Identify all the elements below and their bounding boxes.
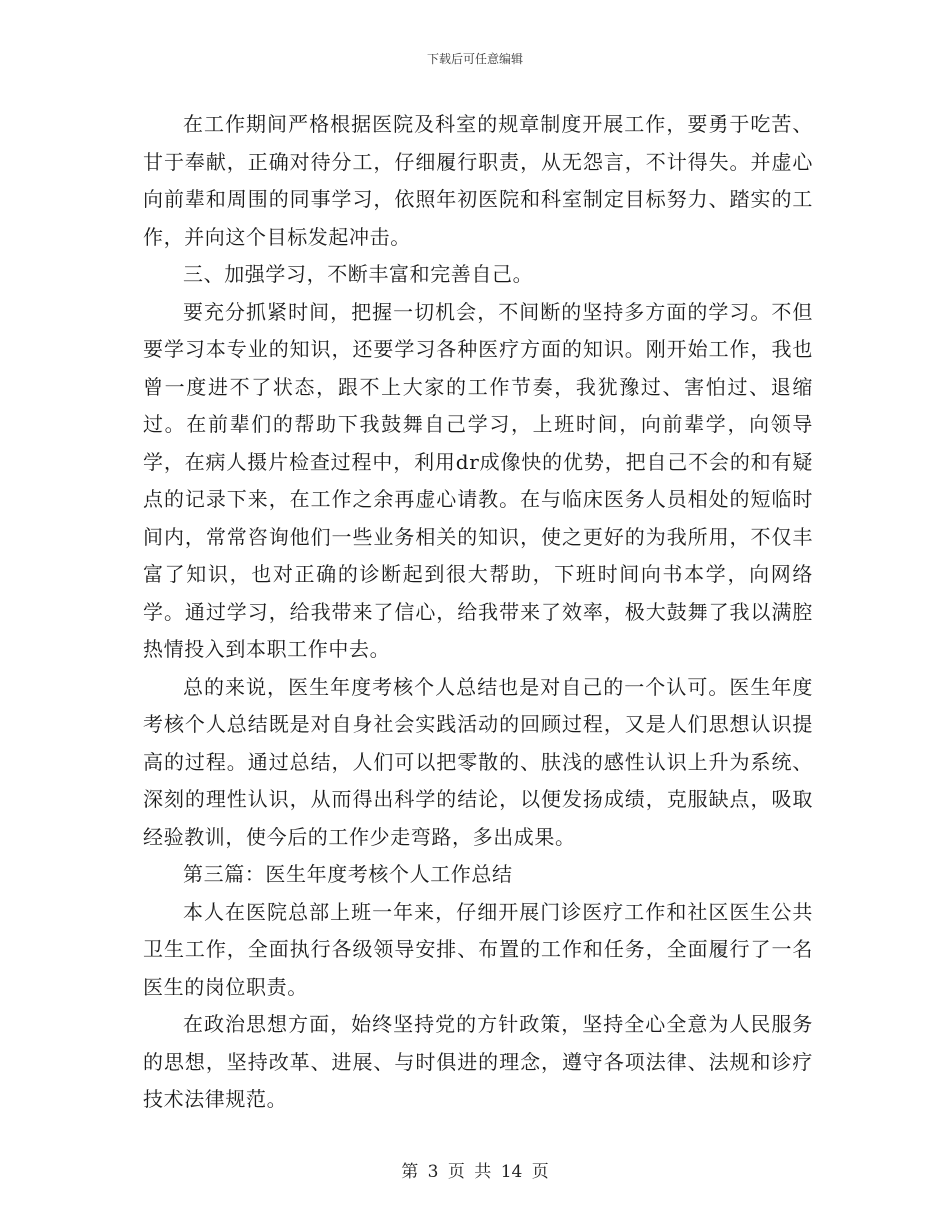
section-heading: 三、加强学习，不断丰富和完善自己。	[183, 262, 534, 286]
paragraph: 在政治思想方面，始终坚持党的方针政策，坚持全心全意为人民服务的思想，坚持改革、进展、与时俱进的理念，遵守各项法律、法规和诊疗技术法律规范。	[143, 1012, 813, 1111]
paragraph: 本人在医院总部上班一年来，仔细开展门诊医疗工作和社区医生公共卫生工作，全面执行各级领导安排、布置的工作和任务，全面履行了一名医生的岗位职责。	[143, 899, 813, 999]
paragraph: 在工作期间严格根据医院及科室的规章制度开展工作，要勇于吃苦、甘于奉献，正确对待分工，仔细履行职责，从无怨言，不计得失。并虚心向前辈和周围的同事学习，依照年初医院和科室制定目标努力、踏实的工作，并向这个目标发起冲击。	[143, 112, 813, 249]
section-heading: 第三篇：医生年度考核个人工作总结	[183, 862, 513, 886]
page-footer: 第 3 页 共 14 页	[401, 1162, 549, 1182]
paragraph: 总的来说，医生年度考核个人总结也是对自己的一个认可。医生年度考核个人总结既是对自身社会实践活动的回顾过程，又是人们思想认识提高的过程。通过总结，人们可以把零散的、肤浅的感性认识上升为系统、深刻的理性认识，从而得出科学的结论，以便发扬成绩，克服缺点，吸取经验教训，使今后的工作少走弯路，多出成果。	[143, 674, 813, 849]
document-body	[143, 106, 813, 1119]
page-header: 下载后可任意编辑	[426, 52, 523, 66]
paragraph: 要充分抓紧时间，把握一切机会，不间断的坚持多方面的学习。不但要学习本专业的知识，还要学习各种医疗方面的知识。刚开始工作，我也曾一度进不了状态，跟不上大家的工作节奏，我犹豫过、害怕过、退缩过。在前辈们的帮助下我鼓舞自己学习，上班时间，向前辈学，向领导学，在病人摄片检查过程中，利用dr成像快的优势，把自己不会的和有疑点的记录下来，在工作之余再虚心请教。在与临床医务人员相处的短临时间内，常常咨询他们一些业务相关的知识，使之更好的为我所用，不仅丰富了知识，也对正确的诊断起到很大帮助，下班时间向书本学，向网络学。通过学习，给我带来了信心，给我带来了效率，极大鼓舞了我以满腔热情投入到本职工作中去。	[143, 299, 813, 661]
